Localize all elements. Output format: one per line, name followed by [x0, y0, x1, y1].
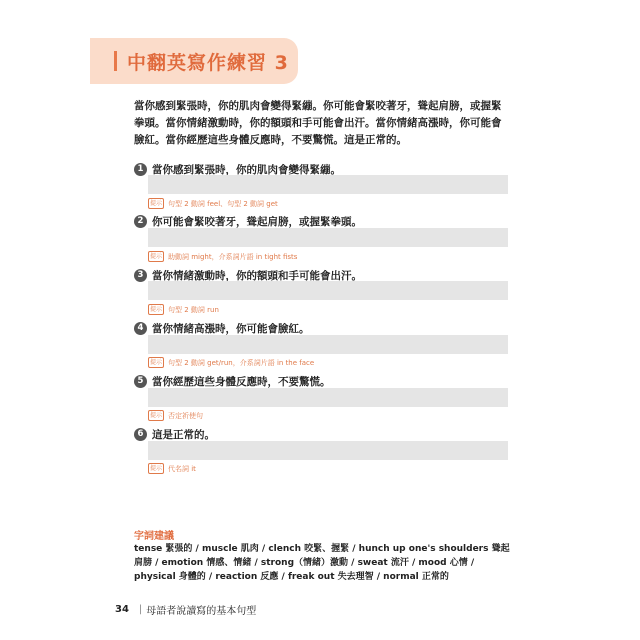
page-footer — [115, 602, 256, 617]
hint-icon: 提示 — [149, 465, 162, 472]
exercise-sentence: 當你感到緊張時，你的肌肉會變得緊繃。 — [152, 163, 341, 176]
number-badge: 4 — [134, 322, 147, 335]
exercise-2 — [134, 213, 514, 261]
vocab-list: tense 緊張的 / muscle 肌肉 / clench 咬緊、握緊 / hunch up one's shoulders 聳起肩膀 / emotion 情感、情緒 / strong（情緒）激動 / sweat 流汗 / mood 心情 / physical 身體的 / reaction 反應 / freak out 失去理智 / normal 正常的 — [134, 544, 510, 582]
hint-text: 否定祈使句 — [168, 411, 203, 420]
section-title: 中翻英寫作練習 3 — [127, 51, 289, 74]
answer-field[interactable] — [148, 335, 508, 354]
exercise-sentence: 你可能會緊咬著牙，聳起肩膀，或握緊拳頭。 — [152, 215, 362, 228]
exercise-sentence: 當你經歷這些身體反應時，不要驚慌。 — [152, 375, 331, 388]
hint-text: 助動詞 might，介系詞片語 in tight fists — [168, 252, 298, 261]
exercise-1 — [134, 161, 514, 208]
number-badge: 1 — [134, 163, 147, 176]
exercise-6 — [134, 426, 514, 473]
hint-icon: 提示 — [149, 359, 162, 366]
hint-icon: 提示 — [149, 253, 162, 260]
number-badge: 6 — [134, 428, 147, 441]
section-title-box — [90, 38, 298, 84]
answer-field[interactable] — [148, 388, 508, 407]
exercise-4 — [134, 320, 514, 367]
answer-field[interactable] — [148, 441, 508, 460]
hint-icon: 提示 — [149, 306, 162, 313]
page-number: 34 — [115, 604, 129, 615]
number-badge: 2 — [134, 215, 147, 228]
answer-field[interactable] — [148, 228, 508, 247]
exercise-5 — [134, 373, 514, 420]
number-badge: 5 — [134, 375, 147, 388]
hint-text: 句型 2 動詞 feel、句型 2 動詞 get — [168, 199, 278, 208]
answer-field[interactable] — [148, 281, 508, 300]
title-accent-bar — [114, 51, 117, 71]
exercise-3 — [134, 267, 514, 314]
hint-text: 句型 2 動詞 run — [168, 305, 219, 314]
footer-divider: | — [138, 604, 143, 615]
exercise-sentence: 這是正常的。 — [152, 428, 215, 441]
number-badge: 3 — [134, 269, 147, 282]
vocab-title: 字詞建議 — [134, 531, 174, 542]
book-title: 母語者說讀寫的基本句型 — [146, 606, 257, 617]
hint-text: 句型 2 動詞 get/run，介系詞片語 in the face — [168, 358, 315, 367]
hint-icon: 提示 — [149, 412, 162, 419]
hint-icon: 提示 — [149, 200, 162, 207]
hint-text: 代名詞 it — [168, 464, 196, 473]
answer-field[interactable] — [148, 175, 508, 194]
exercise-sentence: 當你情緒激動時，你的額頭和手可能會出汗。 — [152, 269, 362, 282]
intro-paragraph: 當你感到緊張時，你的肌肉會變得緊繃。你可能會緊咬著牙，聳起肩膀，或握緊拳頭。當你情緒激動時，你的額頭和手可能會出汗。當你情緒高漲時，你可能會臉紅。當你經歷這些身體反應時，不要驚慌。這是正常的。 — [134, 100, 502, 146]
exercise-sentence: 當你情緒高漲時，你可能會臉紅。 — [152, 322, 310, 335]
